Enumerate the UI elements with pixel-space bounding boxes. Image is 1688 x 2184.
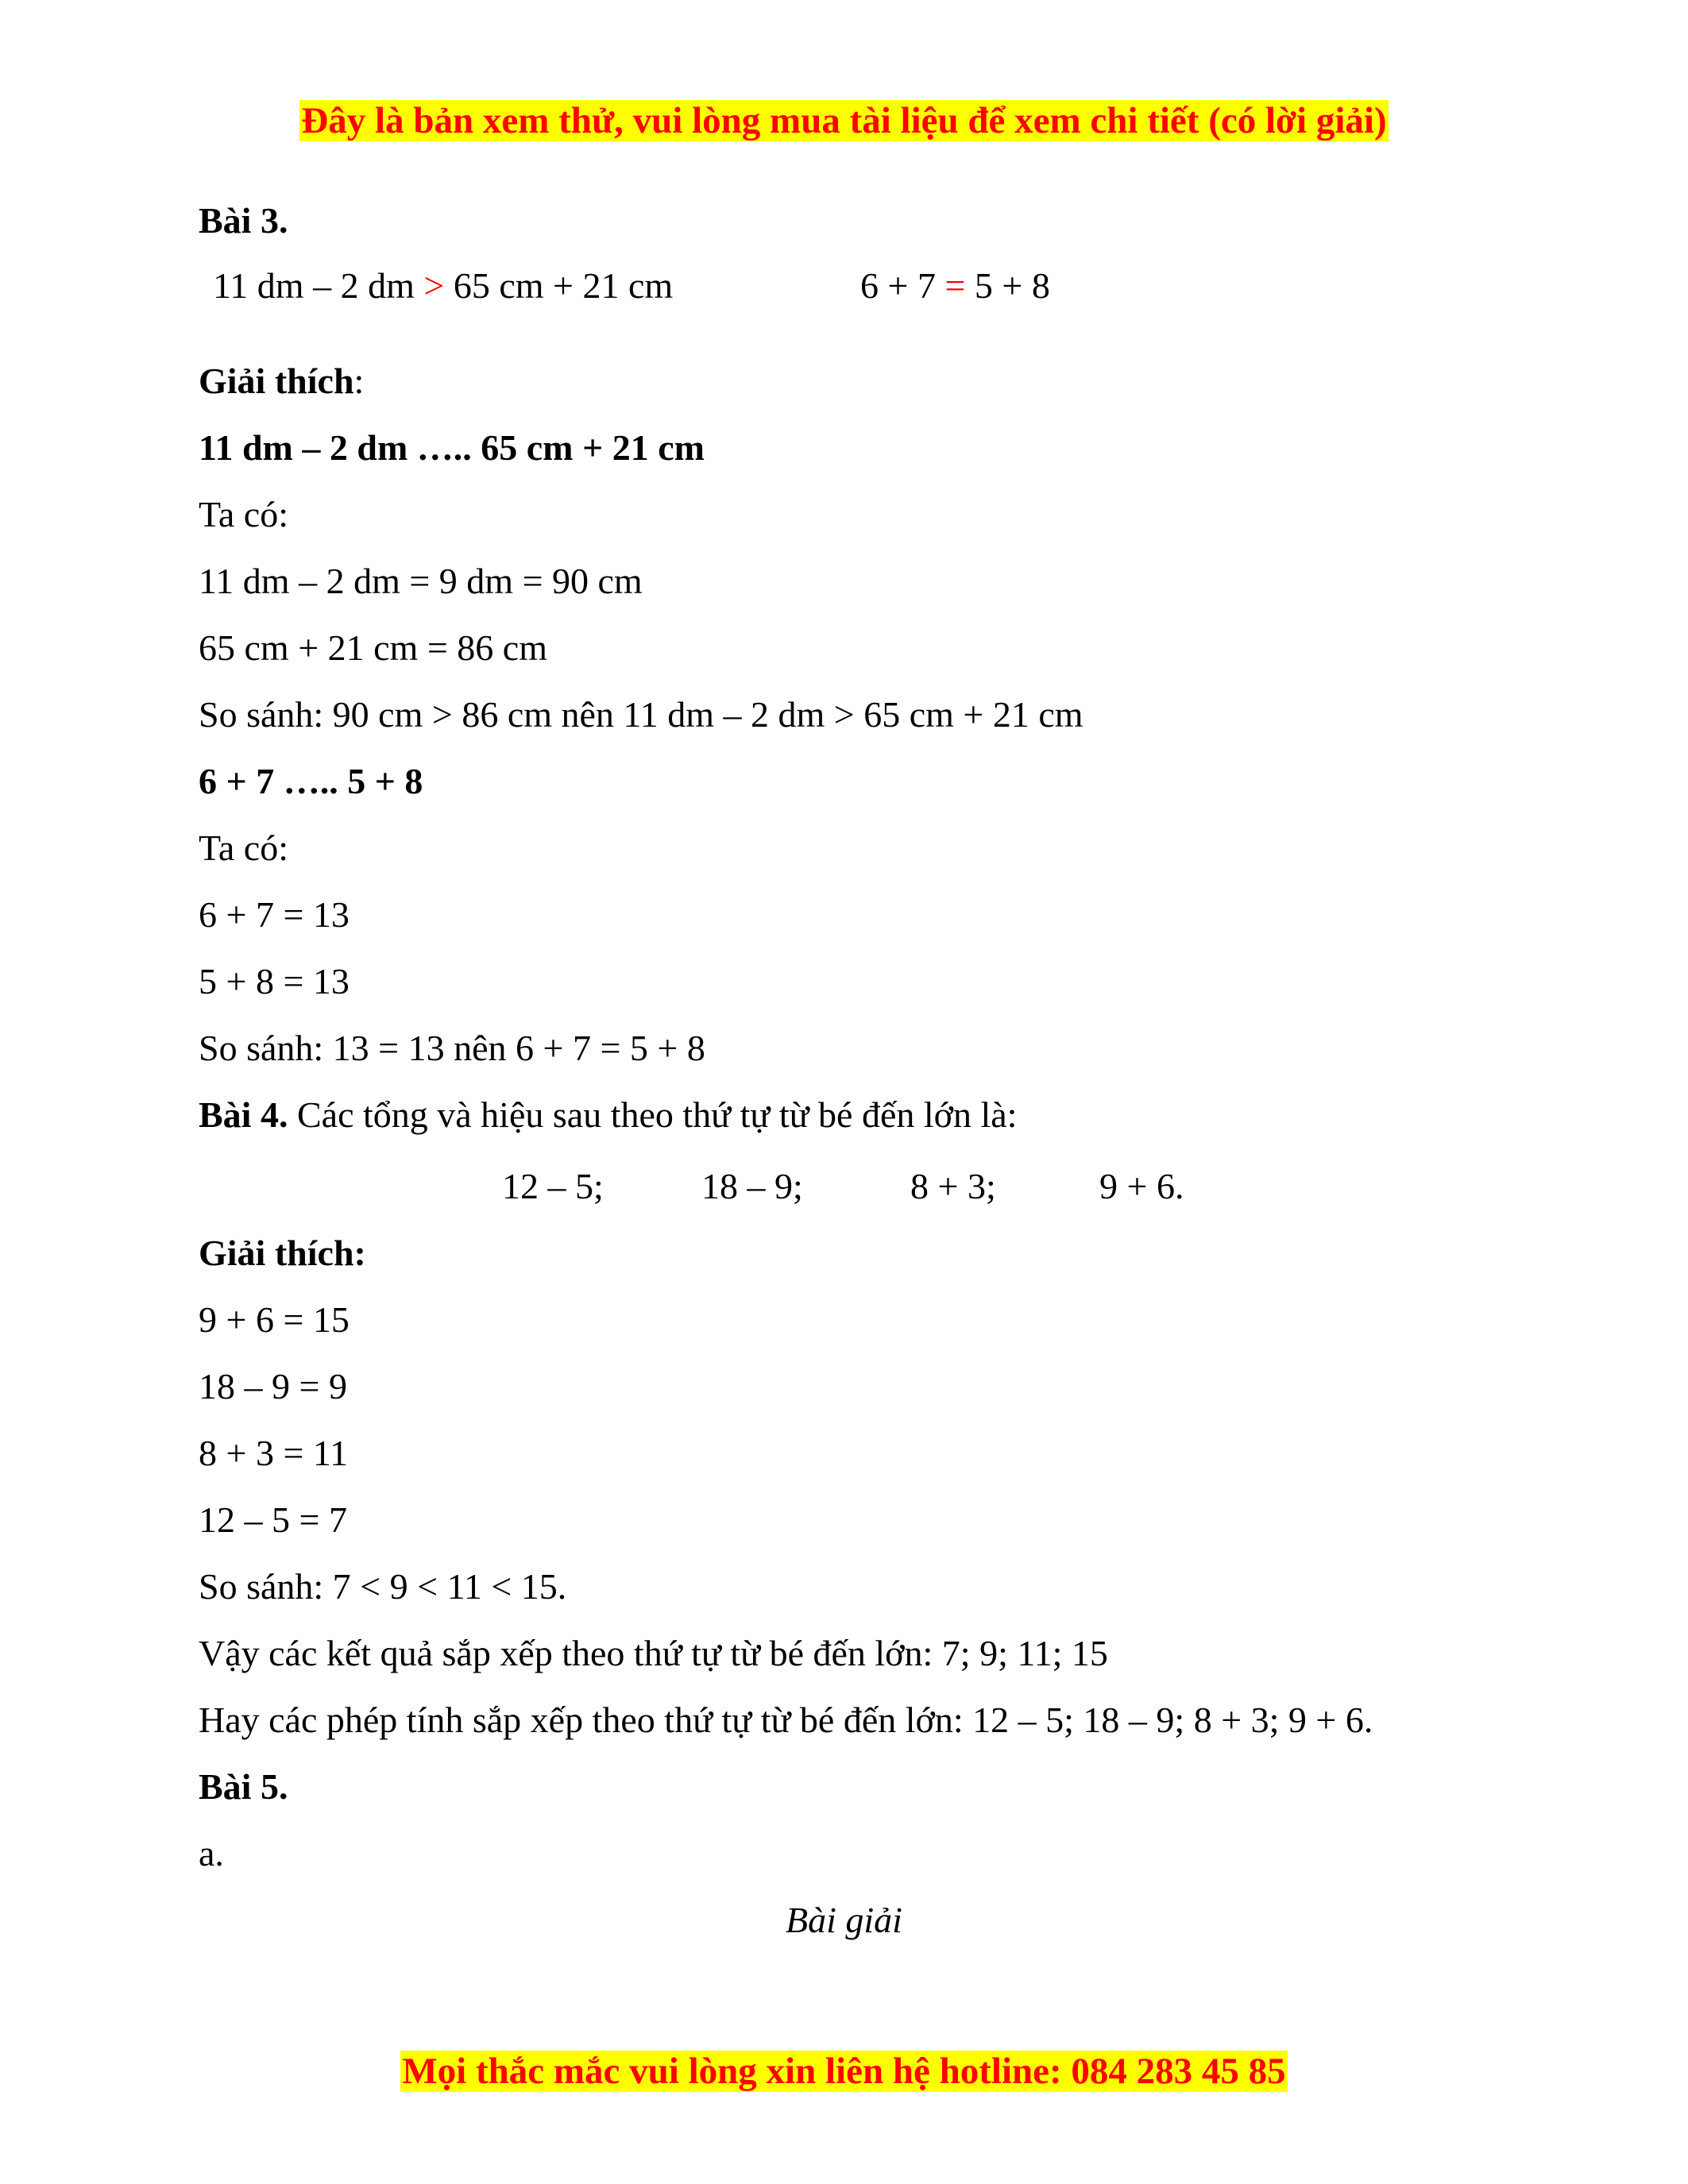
bai4-line: 12 – 5 = 7 [199, 1499, 347, 1540]
bai3-answer-1-left: 11 dm – 2 dm [213, 265, 424, 306]
bai4-statement: Các tổng và hiệu sau theo thứ tự từ bé đến lớn là: [288, 1094, 1018, 1135]
bai4-line: Hay các phép tính sắp xếp theo thứ tự từ bé đến lớn: 12 – 5; 18 – 9; 8 + 3; 9 + 6. [199, 1700, 1373, 1740]
bai3-sub1-line: 65 cm + 21 cm = 86 cm [199, 627, 547, 668]
bai3-sub2-line: 6 + 7 = 13 [199, 894, 350, 935]
bai4-line: Vậy các kết quả sắp xếp theo thứ tự từ bé đến lớn: 7; 9; 11; 15 [199, 1633, 1108, 1673]
bai3-answer-1 [213, 262, 673, 310]
bai4-title: Bài 4. [199, 1094, 288, 1135]
bai4-order-item: 12 – 5; [502, 1166, 604, 1206]
bai3-answer-2-sign: = [944, 265, 966, 306]
preview-notice-banner [0, 97, 1688, 145]
bai3-sub1-line: So sánh: 90 cm > 86 cm nên 11 dm – 2 dm > 65 cm + 21 cm [199, 694, 1083, 735]
bai3-explain-colon: : [353, 361, 365, 401]
bai4-explain-title: Giải thích: [199, 1233, 366, 1273]
bai3-sub2-line: So sánh: 13 = 13 nên 6 + 7 = 5 + 8 [199, 1028, 705, 1068]
hotline-banner [0, 2047, 1688, 2095]
bai3-answer-2 [860, 262, 1050, 310]
bai3-answer-1-right: 65 cm + 21 cm [444, 265, 674, 306]
bai4-line: 8 + 3 = 11 [199, 1433, 349, 1473]
bai5-solution-heading: Bài giải [786, 1900, 902, 1940]
bai3-sub1-line: Ta có: [199, 494, 289, 534]
bai3-answer-2-right: 5 + 8 [965, 265, 1050, 306]
hotline-text: Mọi thắc mắc vui lòng xin liên hệ hotline: 084 283 45 85 [402, 2051, 1286, 2092]
bai3-answer-2-left: 6 + 7 [860, 265, 945, 306]
bai3-sub2-line: 5 + 8 = 13 [199, 961, 350, 1001]
bai5-part-a: a. [199, 1833, 224, 1873]
bai5-title: Bài 5. [199, 1766, 288, 1807]
bai3-explain-heading [199, 357, 364, 405]
bai4-order-item: 8 + 3; [910, 1166, 996, 1206]
bai3-sub2-line: Ta có: [199, 828, 289, 868]
bai3-sub1-line: 11 dm – 2 dm = 9 dm = 90 cm [199, 561, 643, 601]
bai3-answer-1-sign: > [423, 265, 445, 306]
bai3-explain-title: Giải thích [199, 361, 354, 401]
bai4-line: 9 + 6 = 15 [199, 1299, 350, 1340]
bai4-line: 18 – 9 = 9 [199, 1366, 347, 1406]
bai4-order-item: 18 – 9; [701, 1166, 803, 1206]
bai4-line: So sánh: 7 < 9 < 11 < 15. [199, 1566, 567, 1607]
bai4-heading [199, 1091, 1017, 1139]
bai3-sub1-title: 11 dm – 2 dm ….. 65 cm + 21 cm [199, 427, 705, 468]
preview-notice-text: Đây là bản xem thử, vui lòng mua tài liệu để xem chi tiết (có lời giải) [301, 100, 1387, 141]
bai3-sub2-title: 6 + 7 ….. 5 + 8 [199, 761, 423, 801]
bai3-title: Bài 3. [199, 200, 288, 241]
bai4-order-item: 9 + 6. [1099, 1166, 1184, 1206]
